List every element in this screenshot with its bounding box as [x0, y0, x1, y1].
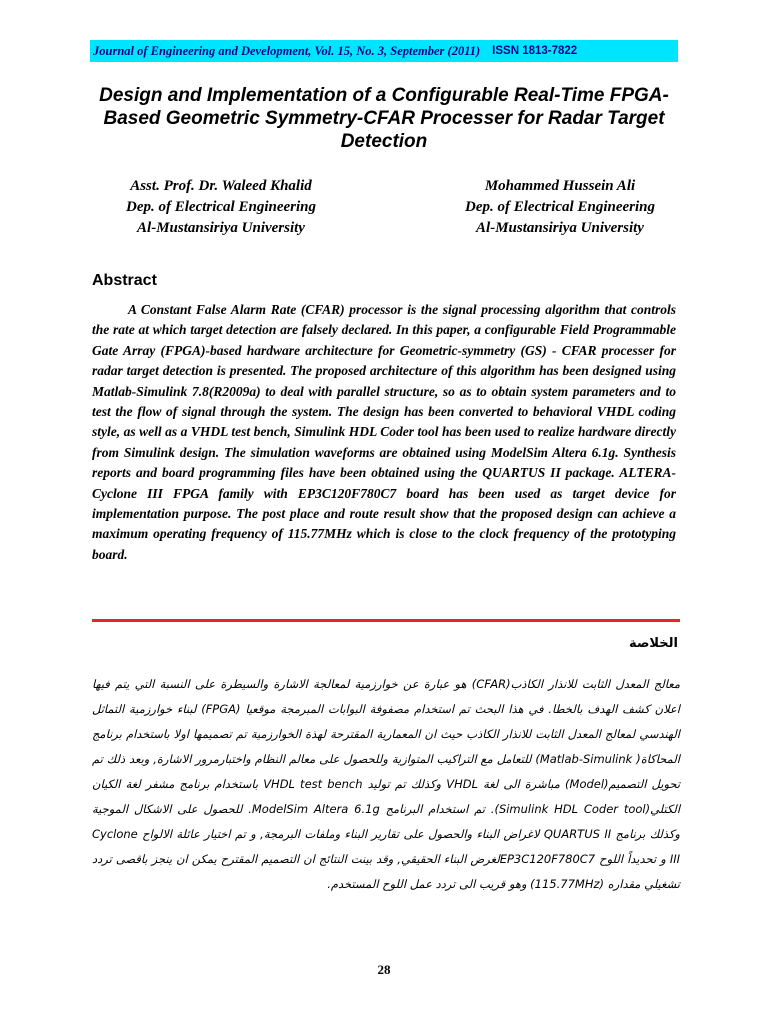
- author-department: Dep. of Electrical Engineering: [465, 199, 655, 215]
- abstract-text: A Constant False Alarm Rate (CFAR) processor is the signal processing algorithm that controls the rate at which target detection are falsely declared. In this paper, a configurable Field Programmable Gate Array (FPGA)-based hardware architecture for Geometric-symmetry (GS) - CFAR processer for radar target detection is presented. The proposed architecture of this algorithm has been designed using Matlab-Simulink 7.8(R2009a) to deal with parallel structure, so as to obtain system parameters and to test the flow of signal through the system. The design has been converted to behavioral VHDL coding style, as well as a VHDL test bench, Simulink HDL Coder tool has been used to realize hardware directly from Simulink design. The simulation waveforms are obtained using ModelSim Altera 6.1g. Synthesis reports and board programming files have been obtained using the QUARTUS II package. ALTERA-Cyclone III FPGA family with EP3C120F780C7 board has been used as target device for implementation purpose. The post place and route result show that the proposed design can achieve a maximum operating frequency of 115.77MHz which is close to the clock frequency of the prototyping board.: [92, 302, 676, 562]
- page-number: 28: [377, 962, 391, 977]
- issn-label: ISSN 1813-7822: [492, 45, 578, 57]
- arabic-abstract-heading: الخلاصة: [628, 636, 678, 651]
- paper-title: Design and Implementation of a Configurable Real-Time FPGA-Based Geometric Symmetry-CFAR Processer for Radar Target Detection: [99, 85, 669, 152]
- abstract-heading: Abstract: [92, 272, 157, 289]
- author-university: Al-Mustansiriya University: [137, 220, 305, 236]
- author-block-1: [96, 176, 346, 239]
- author-name: Mohammed Hussein Ali: [484, 178, 636, 194]
- journal-header-band: [90, 40, 678, 62]
- author-department: Dep. of Electrical Engineering: [126, 199, 316, 215]
- journal-citation: Journal of Engineering and Development, Vol. 15, No. 3, September (2011): [93, 43, 481, 58]
- arabic-abstract-text: معالج المعدل الثابت للانذار الكاذب(CFAR) هو عبارة عن خوارزمية لمعالجة الاشارة والسيطرة على النسبة التي يتم فيها اعلان كشف الهدف بالخطا. في هذا البحث تم استخدام مصفوفة البوابات المبرمجة موقعيا (FPGA) لبناء خوارزمية التماثل الهندسي لمعالج المعدل الثابت للانذار الكاذب حيث ان المعمارية المقترحة لهذة الخوارزمية تم تصميمها اولا باستخدام برنامج المحاكاة( Matlab-Simulink) للتعامل مع التراكيب المتوازية وللحصول على معالم النظام واختبارمرور الاشارة, وبعد ذلك تم تحويل التصميم(Model) مباشرة الى لغة VHDL وكذلك تم توليد VHDL test bench باستخدام برنامج مشفر لغة الكيان الكتلي(Simulink HDL Coder tool). تم استخدام البرنامج ModelSim Altera 6.1g. للحصول على الاشكال الموجية وكذلك برنامج QUARTUS II لاغراض البناء والحصول على تقارير البناء وملفات البرمجة, و تم اختيار عائلة الالواح Cyclone III و تحديداً اللوح EP3C120F780C7لغرض البناء الحقيقي, وقد بينت النتائج ان التصميم المقترح يمكن ان ينجز باقصى تردد تشغيلي مقداره (115.77MHz) وهو قريب الى تردد عمل اللوح المستخدم.: [92, 677, 681, 891]
- author-name: Asst. Prof. Dr. Waleed Khalid: [130, 178, 312, 194]
- section-divider: [92, 619, 680, 622]
- author-block-2: [440, 176, 680, 239]
- author-university: Al-Mustansiriya University: [476, 220, 644, 236]
